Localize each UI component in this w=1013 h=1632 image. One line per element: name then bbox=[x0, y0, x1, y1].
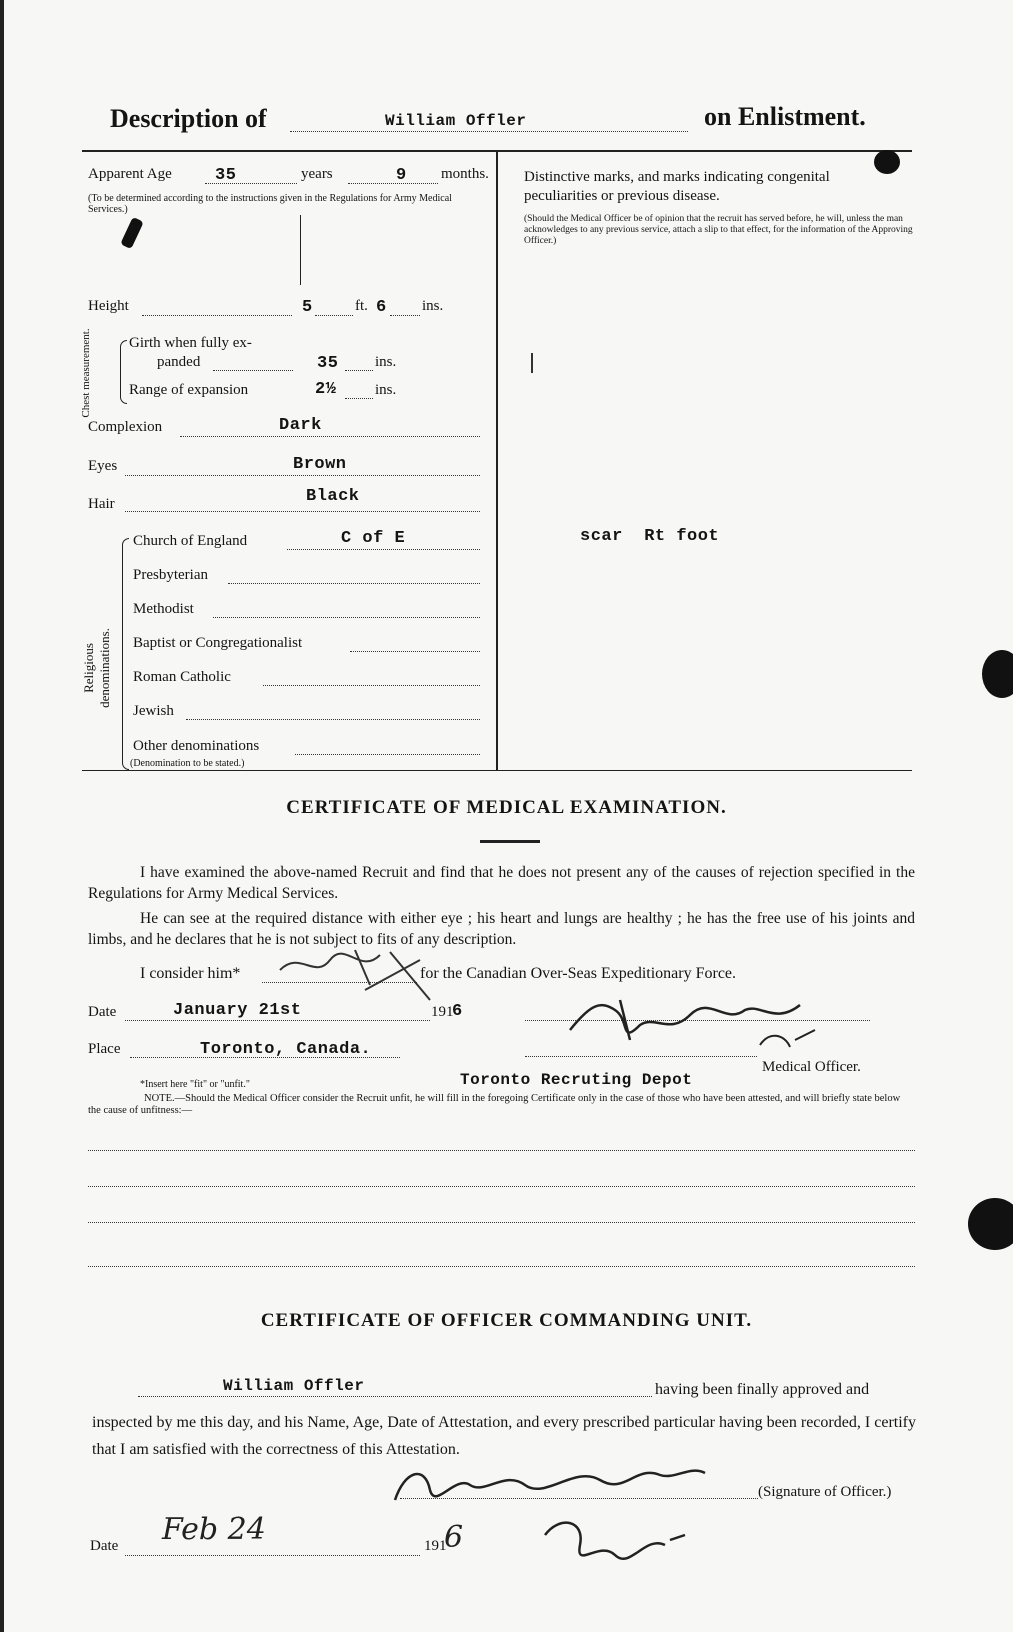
marks-heading-1: Distinctive marks, and marks indicating congenital bbox=[524, 169, 830, 185]
religious-denominations-label: Religious denominations. bbox=[81, 628, 112, 708]
officer-certificate-heading: CERTIFICATE OF OFFICER COMMANDING UNIT. bbox=[260, 1310, 753, 1331]
months-label: months. bbox=[441, 166, 489, 182]
heading-rule bbox=[480, 840, 540, 843]
denomination-line bbox=[350, 651, 480, 652]
height-ins-line bbox=[390, 315, 420, 316]
height-line bbox=[142, 315, 292, 316]
height-ft-value: 5 bbox=[302, 298, 313, 317]
denomination-label: Church of England bbox=[133, 533, 248, 549]
distinctive-marks-value: scar Rt foot bbox=[580, 527, 720, 546]
denomination-line bbox=[263, 685, 480, 686]
officer-name-value: William Offler bbox=[223, 1377, 365, 1395]
marks-heading-2: peculiarities or previous disease. bbox=[524, 188, 720, 204]
marks-note: (Should the Medical Officer be of opinion that the recruit has served before, he will, unless the man acknowledges to any previous service, attach a slip to that effect, for the information of the Approving Officer.) bbox=[524, 214, 913, 246]
chest-brace bbox=[120, 340, 127, 404]
denomination-label: Jewish bbox=[133, 703, 174, 719]
chest-measurement-label: Chest measurement. bbox=[80, 328, 92, 418]
title-dotted-line bbox=[290, 131, 688, 132]
denomination-label: Baptist or Congregationalist bbox=[133, 635, 303, 651]
years-label: years bbox=[301, 166, 333, 182]
girth-label-1: Girth when fully ex- bbox=[129, 335, 252, 351]
punch-hole bbox=[968, 1198, 1013, 1250]
officer-text-1: having been finally approved and bbox=[655, 1381, 870, 1398]
girth-ins-label: ins. bbox=[375, 354, 397, 370]
unfitness-note: NOTE.—Should the Medical Officer consider the Recruit unfit, he will fill in the foregoing Certificate only in the case of those who have been attested, and will briefly state below the cause of unfitness:— bbox=[88, 1093, 901, 1116]
eyes-label: Eyes bbox=[88, 458, 118, 474]
age-months-line bbox=[348, 183, 438, 184]
medical-officer-signature bbox=[560, 985, 840, 1065]
date-year-suffix: 6 bbox=[452, 1002, 463, 1021]
age-note: (To be determined according to the instructions given in the Regulations for Army Medical Services.) bbox=[88, 193, 452, 215]
table-divider bbox=[496, 152, 498, 770]
punch-hole bbox=[982, 650, 1013, 698]
officer-date-value: Feb 24 bbox=[162, 1512, 266, 1547]
consider-suffix: for the Canadian Over-Seas Expeditionary Force. bbox=[420, 965, 737, 982]
girth-line-2 bbox=[345, 370, 373, 371]
range-ins-label: ins. bbox=[375, 382, 397, 398]
denomination-line bbox=[295, 754, 480, 755]
date-year-prefix: 191 bbox=[431, 1004, 454, 1020]
denomination-value: C of E bbox=[341, 529, 406, 548]
denomination-line bbox=[186, 719, 480, 720]
ft-label: ft. bbox=[355, 298, 368, 314]
denomination-line bbox=[287, 549, 480, 550]
denomination-label: Presbyterian bbox=[133, 567, 208, 583]
officer-date-label: Date bbox=[90, 1538, 119, 1554]
medical-para-1: I have examined the above-named Recruit and find that he does not present any of the causes of rejection specified in the Regulations for Army Medical Services. bbox=[88, 864, 915, 902]
place-label: Place bbox=[88, 1041, 121, 1057]
medical-para-2: He can see at the required distance with either eye ; his heart and lungs are healthy ; he has the free use of his joints and limbs, and he declares that he is not subject to fits of any description. bbox=[88, 910, 915, 948]
date-line bbox=[125, 1020, 430, 1021]
signature-of-officer-label: (Signature of Officer.) bbox=[758, 1484, 892, 1500]
girth-label-2: panded bbox=[157, 354, 201, 370]
denomination-label: Methodist bbox=[133, 601, 194, 617]
denomination-line bbox=[213, 617, 480, 618]
hair-line bbox=[125, 511, 480, 512]
officer-year-suffix: 6 bbox=[444, 1520, 464, 1555]
denomination-label: Other denominations bbox=[133, 738, 260, 754]
medical-certificate-heading: CERTIFICATE OF MEDICAL EXAMINATION. bbox=[286, 797, 727, 818]
religion-brace bbox=[122, 538, 129, 770]
height-label: Height bbox=[88, 298, 129, 314]
complexion-line bbox=[180, 436, 480, 437]
unfitness-line bbox=[88, 1266, 915, 1267]
age-column-rule bbox=[300, 215, 301, 285]
ink-blot bbox=[120, 217, 144, 249]
consider-prefix: I consider him* bbox=[140, 965, 241, 982]
title-left: Description of bbox=[110, 104, 267, 133]
date-value: January 21st bbox=[173, 1001, 302, 1020]
officer-text-2: inspected by me this day, and his Name, Age, Date of Attestation, and every prescribed particular having been recorded, I certify that I am satisfied with the correctness of this Attestation. bbox=[92, 1414, 916, 1458]
officer-signature bbox=[385, 1445, 745, 1585]
table-bottom-rule bbox=[82, 770, 912, 771]
ink-blot bbox=[874, 150, 900, 174]
officer-date-line bbox=[125, 1555, 420, 1556]
date-label: Date bbox=[88, 1004, 117, 1020]
eyes-value: Brown bbox=[293, 455, 347, 474]
recruiting-depot: Toronto Recruting Depot bbox=[460, 1071, 693, 1089]
hair-value: Black bbox=[306, 487, 360, 506]
insert-note: *Insert here "fit" or "unfit." bbox=[140, 1079, 250, 1090]
fit-handwriting bbox=[270, 940, 440, 1010]
complexion-value: Dark bbox=[279, 416, 322, 435]
pen-mark bbox=[531, 353, 533, 373]
height-ft-line bbox=[315, 315, 353, 316]
unfitness-line bbox=[88, 1186, 915, 1187]
officer-year-prefix: 191 bbox=[424, 1538, 447, 1554]
complexion-label: Complexion bbox=[88, 419, 163, 435]
girth-line-1 bbox=[213, 370, 293, 371]
unfitness-line bbox=[88, 1150, 915, 1151]
eyes-line bbox=[125, 475, 480, 476]
officer-name-line bbox=[138, 1396, 652, 1397]
range-line bbox=[345, 398, 373, 399]
title-right: on Enlistment. bbox=[704, 102, 866, 131]
girth-value: 35 bbox=[317, 354, 339, 373]
height-ins-value: 6 bbox=[376, 298, 387, 317]
apparent-age-label: Apparent Age bbox=[88, 166, 172, 182]
hair-label: Hair bbox=[88, 496, 115, 512]
age-years-value: 35 bbox=[215, 166, 237, 185]
denomination-label: Roman Catholic bbox=[133, 669, 231, 685]
recruit-name: William Offler bbox=[385, 112, 527, 130]
ins-label: ins. bbox=[422, 298, 444, 314]
denomination-note: (Denomination to be stated.) bbox=[130, 758, 245, 769]
denomination-line bbox=[228, 583, 480, 584]
medical-officer-label: Medical Officer. bbox=[762, 1059, 861, 1075]
age-months-value: 9 bbox=[396, 166, 407, 185]
range-value: 2½ bbox=[315, 380, 337, 399]
range-label: Range of expansion bbox=[129, 382, 249, 398]
unfitness-line bbox=[88, 1222, 915, 1223]
place-value: Toronto, Canada. bbox=[200, 1040, 372, 1059]
